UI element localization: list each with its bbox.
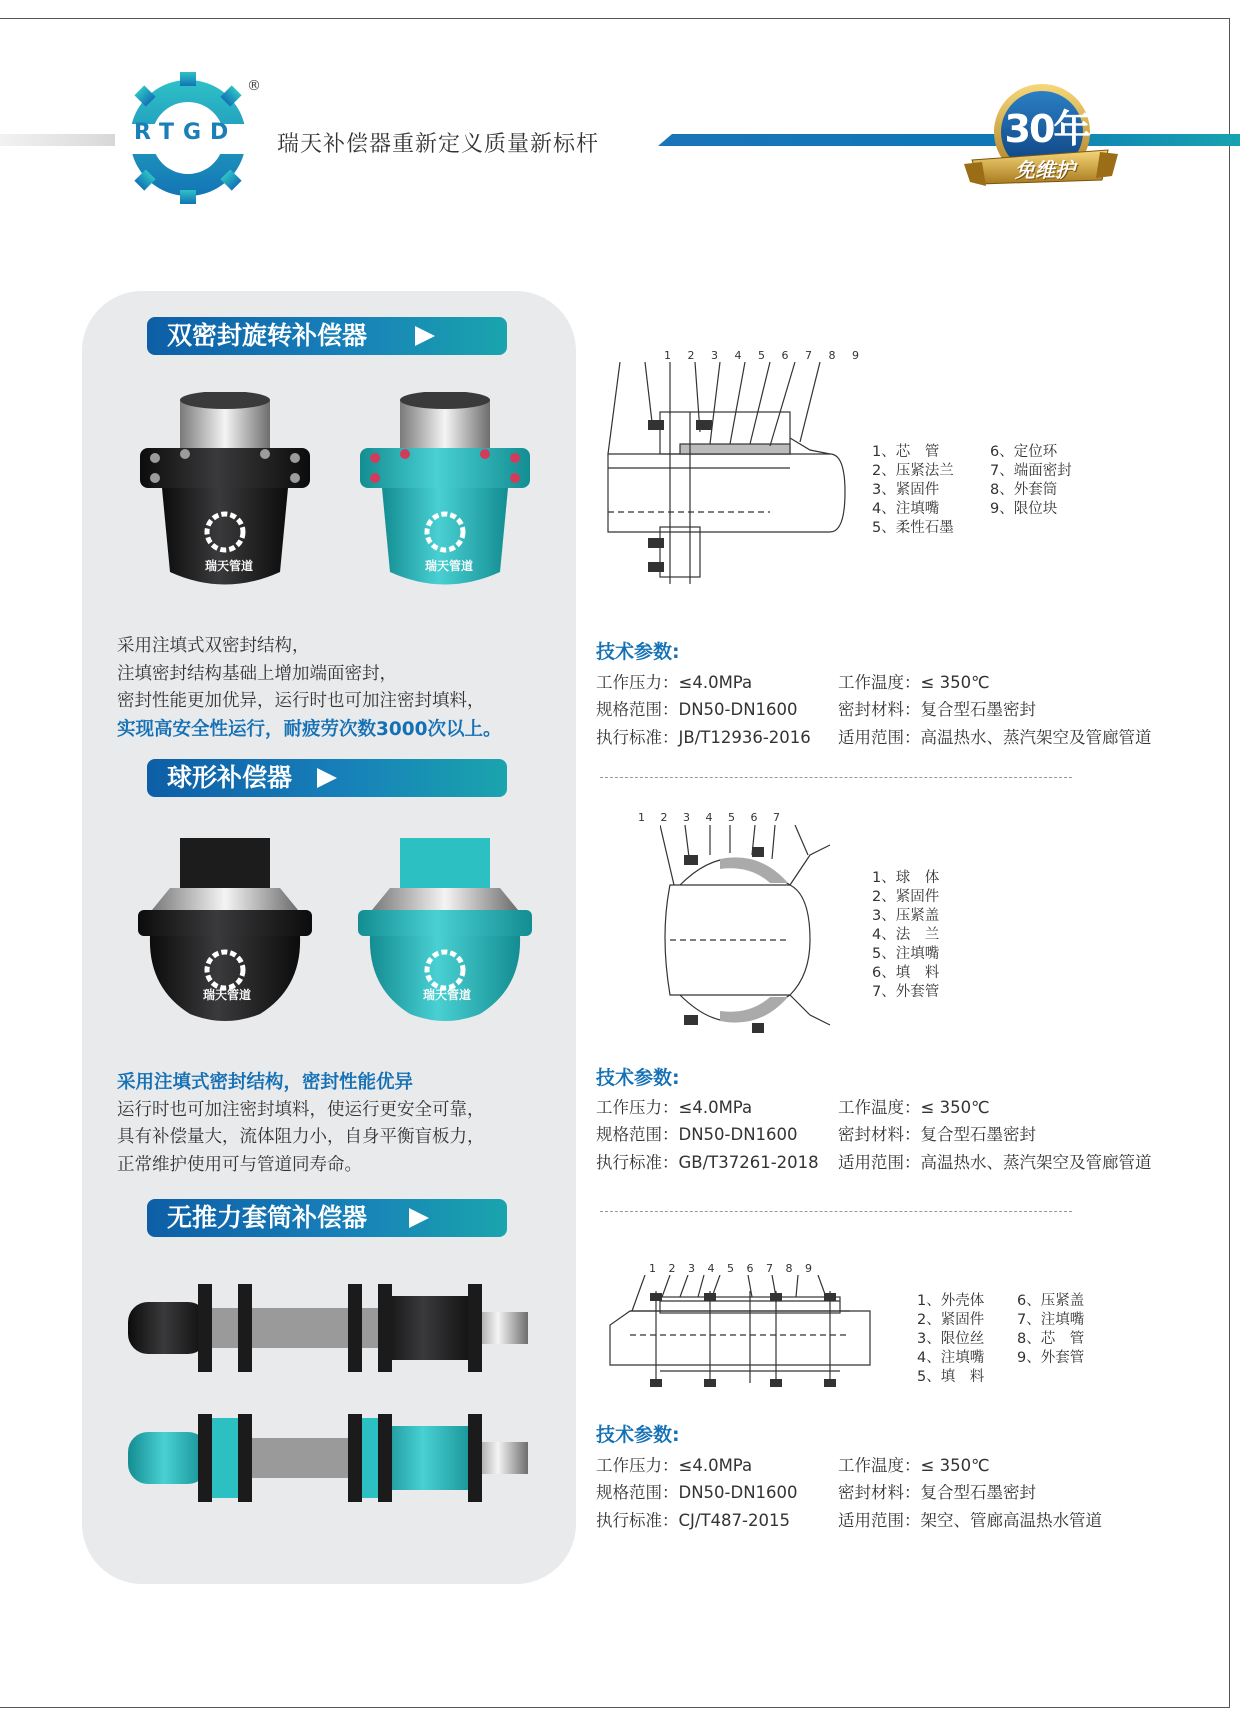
section-title-thrustless: [147, 1199, 507, 1237]
diagram-3-legend-col2: 6、压紧盖 7、注填嘴 8、芯 管 9、外套管: [1017, 1293, 1085, 1366]
diagram-1-numbers: 1 2 3 4 5 6 7 8 9: [664, 349, 859, 362]
double-seal-compensator-photos: [130, 392, 540, 604]
product-mark-teal-1: 瑞天管道: [425, 559, 474, 573]
product-mark-teal-2: 瑞天管道: [423, 988, 472, 1002]
spec-seal-2: 密封材料：复合型石墨密封: [838, 1125, 1036, 1144]
spec-temperature-1: 工作温度：≤ 350℃: [838, 673, 990, 692]
desc-line: 具有补偿量大，流体阻力小，自身平衡盲板力，: [117, 1127, 485, 1147]
spec-pressure-2: 工作压力：≤4.0MPa: [596, 1098, 753, 1117]
header-gray-bar: [0, 134, 115, 146]
ball-description: [117, 1069, 485, 1179]
diagram-3-legend-col1: 1、外壳体 2、紧固件 3、限位丝 4、注填嘴 5、填 料: [917, 1293, 985, 1385]
ball-cross-section-diagram: [660, 825, 860, 1037]
desc-line: 正常维护使用可与管道同寿命。: [117, 1154, 362, 1175]
header-blue-bar: [658, 134, 1240, 146]
diagram-1-legend-col1: 1、芯 管 2、压紧法兰 3、紧固件 4、注填嘴 5、柔性石墨: [872, 444, 954, 536]
divider-1: [600, 777, 1072, 778]
desc-line: 采用注填式双密封结构，: [117, 636, 310, 656]
section-title-text: 双密封旋转补偿器: [167, 321, 368, 350]
spec-standard-1: 执行标准：JB/T12936-2016: [596, 728, 811, 747]
diagram-3-numbers: 1 2 3 4 5 6 7 8 9: [649, 1262, 812, 1275]
product-mark-black-1: 瑞天管道: [205, 559, 254, 573]
spec-standard-3: 执行标准：CJ/T487-2015: [596, 1511, 790, 1530]
section-title-text: 球形补偿器: [167, 763, 293, 792]
spec-temperature-2: 工作温度：≤ 350℃: [838, 1098, 990, 1117]
desc-highlight: 采用注填式密封结构，密封性能优异: [117, 1072, 414, 1093]
diagram-1-legend-col2: 6、定位环 7、端面密封 8、外套筒 9、限位块: [990, 444, 1072, 517]
divider-2: [600, 1211, 1072, 1212]
spec-range-3: 规格范围：DN50-DN1600: [596, 1483, 798, 1502]
spec-range-2: 规格范围：DN50-DN1600: [596, 1125, 798, 1144]
spec-pressure-1: 工作压力：≤4.0MPa: [596, 673, 753, 692]
spec-scope-1: 适用范围：高温热水、蒸汽架空及管廊管道: [838, 728, 1152, 747]
section-title-double-seal: [147, 317, 507, 355]
tech-params-heading-3: 技术参数:: [596, 1424, 680, 1446]
desc-highlight: 实现高安全性运行，耐疲劳次数3000次以上。: [117, 718, 502, 740]
logo-text: RTGD: [134, 120, 238, 145]
teal-sleeve-unit: [128, 1414, 528, 1502]
spec-seal-3: 密封材料：复合型石墨密封: [838, 1483, 1036, 1502]
black-unit: [140, 392, 310, 585]
double-seal-cross-section-diagram: [600, 362, 860, 584]
spec-scope-3: 适用范围：架空、管廊高温热水管道: [838, 1511, 1102, 1530]
black-sleeve-unit: [128, 1284, 528, 1372]
diagram-2-numbers: 1 2 3 4 5 6 7: [638, 811, 780, 824]
spec-range-1: 规格范围：DN50-DN1600: [596, 700, 798, 719]
ball-compensator-photos: [130, 838, 540, 1026]
desc-line: 运行时也可加注密封填料，使运行更安全可靠，: [117, 1099, 485, 1120]
thrustless-compensator-photos: [128, 1278, 536, 1518]
arrow-right-icon: [317, 768, 337, 788]
30-year-badge: [962, 80, 1118, 200]
registered-mark: ®: [247, 78, 261, 94]
section-title-text: 无推力套筒补偿器: [167, 1203, 368, 1232]
tech-params-heading-1: 技术参数:: [596, 641, 680, 663]
arrow-right-icon: [409, 1208, 429, 1228]
spec-standard-2: 执行标准：GB/T37261-2018: [596, 1153, 819, 1172]
header-slogan: 瑞天补偿器重新定义质量新标杆: [277, 132, 600, 157]
badge-top-text: 30年: [1004, 107, 1090, 151]
tech-params-heading-2: 技术参数:: [596, 1067, 680, 1089]
section-title-ball: [147, 759, 507, 797]
spec-temperature-3: 工作温度：≤ 350℃: [838, 1456, 990, 1475]
double-seal-description: [117, 633, 502, 743]
arrow-right-icon: [415, 326, 435, 346]
spec-scope-2: 适用范围：高温热水、蒸汽架空及管廊管道: [838, 1153, 1152, 1172]
desc-line: 密封性能更加优异，运行时也可加注密封填料，: [117, 691, 485, 711]
thrustless-cross-section-diagram: [600, 1275, 880, 1393]
spec-pressure-3: 工作压力：≤4.0MPa: [596, 1456, 753, 1475]
teal-unit: [360, 392, 530, 585]
diagram-2-legend: 1、球 体 2、紧固件 3、压紧盖 4、法 兰 5、注填嘴 6、填 料 7、外套管: [872, 870, 940, 1000]
product-mark-black-2: 瑞天管道: [203, 988, 252, 1002]
badge-bottom-text: 免维护: [1015, 158, 1075, 182]
desc-line: 注填密封结构基础上增加端面密封，: [117, 663, 397, 684]
spec-seal-1: 密封材料：复合型石墨密封: [838, 700, 1036, 719]
